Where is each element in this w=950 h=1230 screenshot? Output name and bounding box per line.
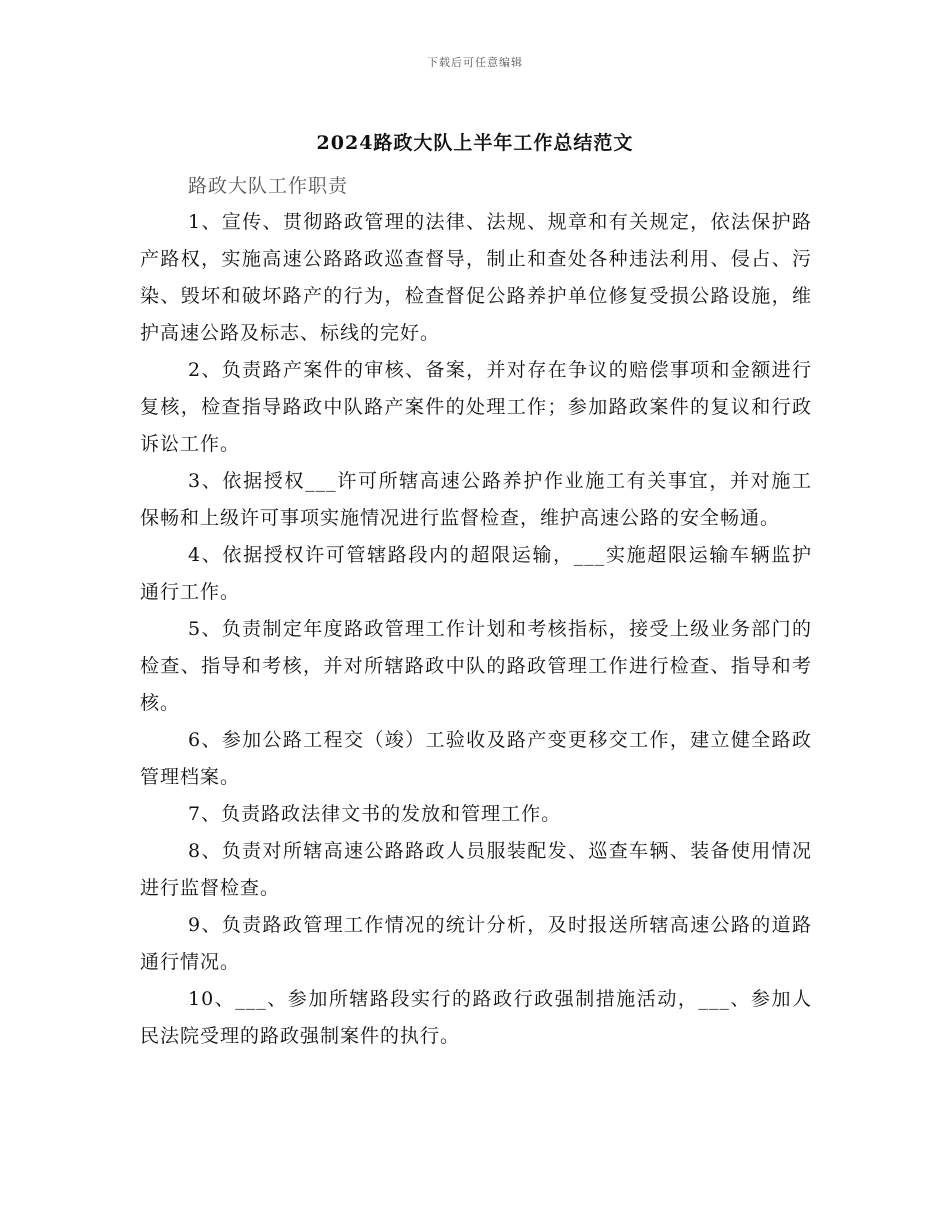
paragraph-8: 8、负责对所辖高速公路路政人员服装配发、巡查车辆、装备使用情况进行监督检查。 — [140, 840, 812, 899]
document-body — [140, 172, 812, 1055]
document-title: 2024路政大队上半年工作总结范文 — [316, 132, 634, 154]
paragraph-3: 3、依据授权___许可所辖高速公路养护作业施工有关事宜，并对施工保畅和上级许可事项实施情况进行监督检查，维护高速公路的安全畅通。 — [140, 470, 812, 529]
paragraph-10: 10、___、参加所辖路段实行的路政行政强制措施活动，___、参加人民法院受理的路政强制案件的执行。 — [140, 988, 812, 1047]
paragraph-6: 6、参加公路工程交（竣）工验收及路产变更移交工作，建立健全路政管理档案。 — [140, 729, 812, 788]
paragraph-2: 2、负责路产案件的审核、备案，并对存在争议的赔偿事项和金额进行复核，检查指导路政中队路产案件的处理工作；参加路政案件的复议和行政诉讼工作。 — [140, 359, 812, 455]
page-header-note: 下载后可任意编辑 — [427, 56, 523, 69]
paragraph-1: 1、宣传、贯彻路政管理的法律、法规、规章和有关规定，依法保护路产路权，实施高速公路路政巡查督导，制止和查处各种违法利用、侵占、污染、毁坏和破坏路产的行为，检查督促公路养护单位修复受损公路设施，维护高速公路及标志、标线的完好。 — [140, 211, 812, 344]
section-heading: 路政大队工作职责 — [188, 175, 349, 197]
paragraph-7: 7、负责路政法律文书的发放和管理工作。 — [188, 803, 562, 825]
paragraph-9: 9、负责路政管理工作情况的统计分析，及时报送所辖高速公路的道路通行情况。 — [140, 914, 812, 973]
paragraph-4: 4、依据授权许可管辖路段内的超限运输，___实施超限运输车辆监护通行工作。 — [140, 544, 812, 603]
paragraph-5: 5、负责制定年度路政管理工作计划和考核指标，接受上级业务部门的检查、指导和考核，并对所辖路政中队的路政管理工作进行检查、指导和考核。 — [140, 618, 812, 714]
